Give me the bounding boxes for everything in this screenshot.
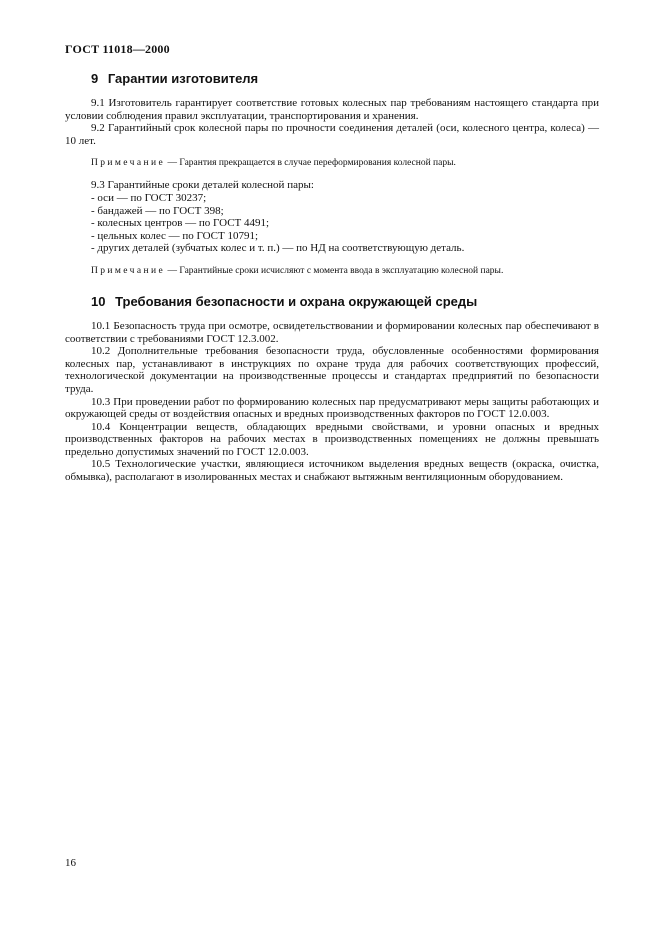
clause-10-1: 10.1 Безопасность труда при осмотре, освидетельствовании и формировании колесных пар обеспечивают в соответствии с требованиями ГОСТ 12.3.002. [65,319,599,345]
clause-9-3: 9.3 Гарантийные сроки деталей колесной пары: [91,179,314,192]
clause-9-2: 9.2 Гарантийный срок колесной пары по прочности соединения деталей (оси, колесного центра, колеса) — 10 лет. [65,122,599,147]
note-2-label: Примечание [91,265,166,276]
section-9-heading [91,70,599,87]
clause-10-5: 10.5 Технологические участки, являющиеся источником выделения вредных веществ (окраска, очистка, обмывка), располагают в изолированных местах и снабжают вытяжным вентиляционным оборудованием. [65,458,599,484]
warranty-list [65,192,599,255]
list-item: - цельных колес — по ГОСТ 10791; [91,229,259,242]
note-2 [65,265,599,277]
list-item: - других деталей (зубчатых колес и т. п.) — по НД на соответствующую деталь. [91,242,465,255]
note-1 [65,157,599,169]
page-number: 16 [65,857,76,869]
clause-10-2: 10.2 Дополнительные требования безопасности труда, обусловленные особенностями формирования колесных пар, устанавливают в инструкциях по охране труда для рабочих соответствующих профессий, технологической документации на производственные процессы и стандартах предприятий по безопасности труда. [65,345,599,395]
list-item: - колесных центров — по ГОСТ 4491; [91,217,270,230]
clause-9-1: 9.1 Изготовитель гарантирует соответствие готовых колесных пар требованиям настоящего стандарта при условии соблюдения правил эксплуатации, транспортирования и хранения. [65,97,599,122]
note-1-text: — Гарантия прекращается в случае переформирования колесной пары. [167,158,456,169]
document-code: ГОСТ 11018—2000 [65,42,170,56]
list-item: - бандажей — по ГОСТ 398; [91,204,224,217]
section-10-heading [91,293,599,310]
list-item: - оси — по ГОСТ 30237; [91,191,207,204]
section-10-number: 10 [91,293,106,309]
section-9-number: 9 [91,71,99,86]
page-content [65,70,599,484]
note-1-label: Примечание [91,158,166,169]
section-9-title: Гарантии изготовителя [107,71,259,86]
note-2-text: — Гарантийные сроки исчисляют с момента ввода в эксплуатацию колесной пары. [167,265,504,276]
clause-10-4: 10.4 Концентрации веществ, обладающих вредными свойствами, и уровни опасных и вредных производственных факторов на рабочих местах в производственных помещениях не должны превышать предельно допустимых значений по ГОСТ 12.0.003. [65,420,599,458]
clause-10-3: 10.3 При проведении работ по формированию колесных пар предусматривают меры защиты работающих и окружающей среды от воздействия опасных и вредных производственных факторов по ГОСТ 12.0.003. [65,395,599,421]
section-10-title: Требования безопасности и охрана окружающей среды [115,293,478,309]
